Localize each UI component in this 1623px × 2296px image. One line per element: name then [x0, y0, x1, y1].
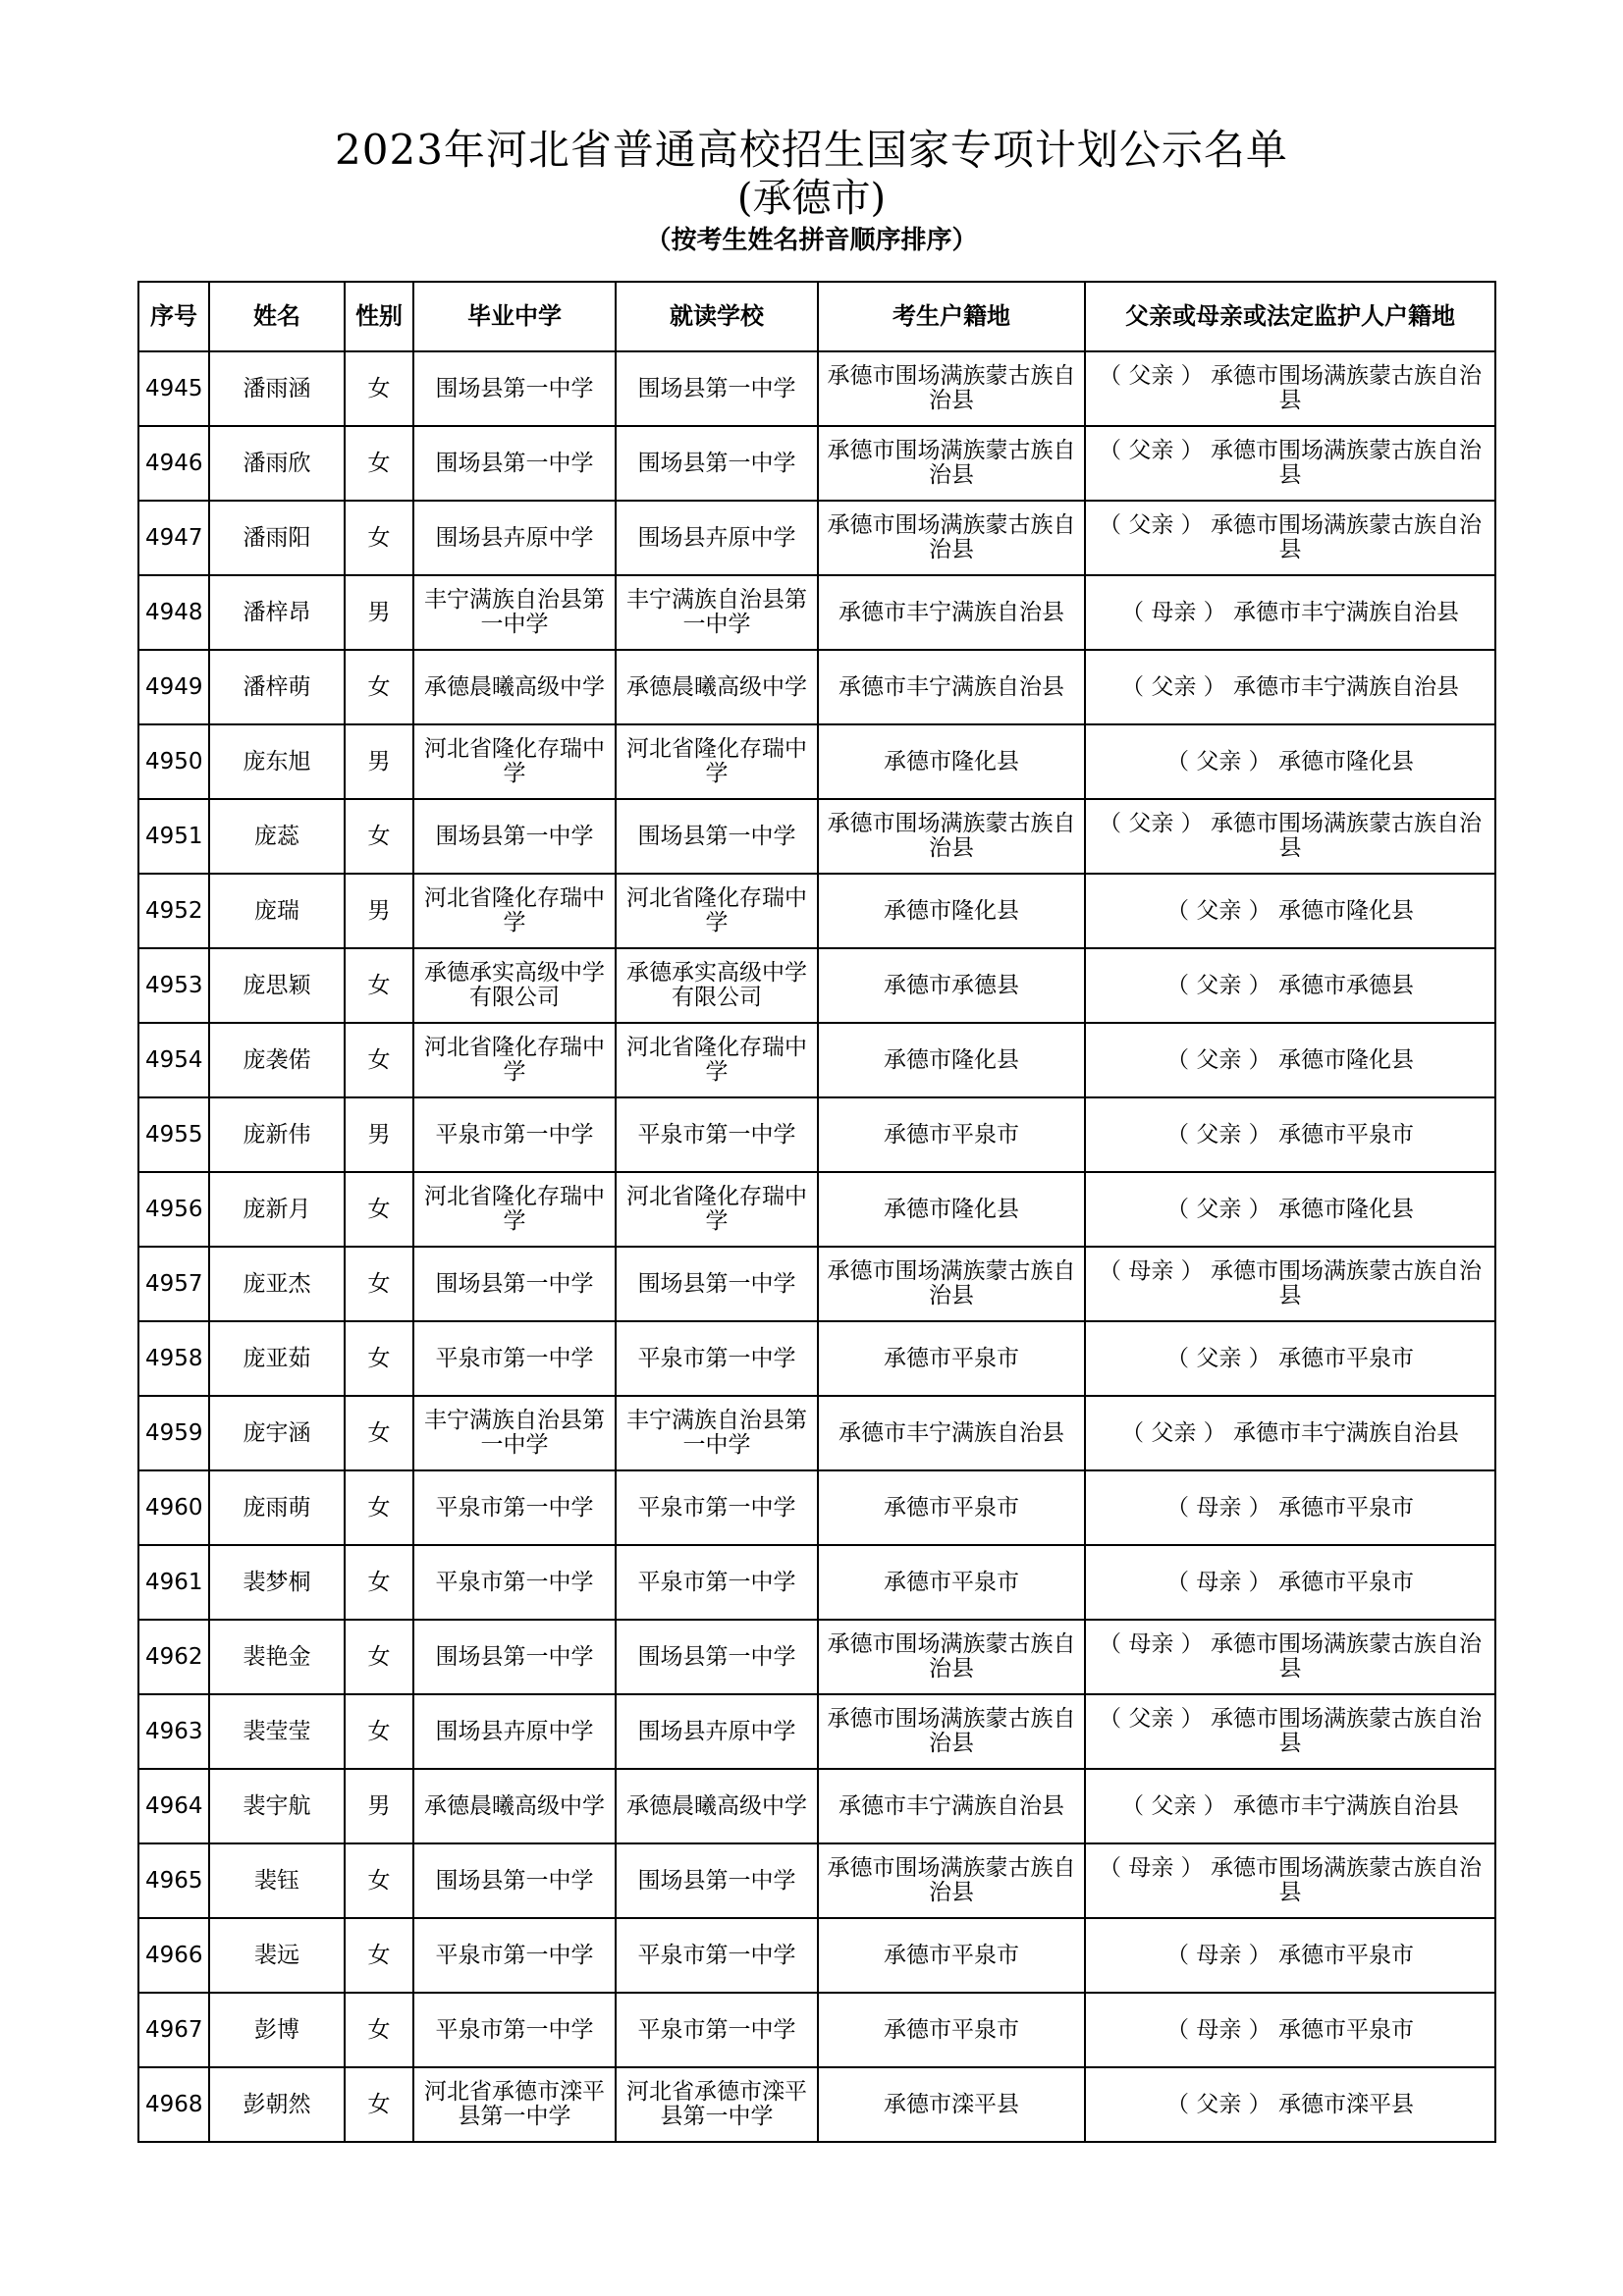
- table-row: [138, 1172, 1495, 1247]
- cell-student-name: 庞亚茹: [209, 1321, 345, 1396]
- table-row: [138, 799, 1495, 874]
- column-header-sex: 性别: [345, 282, 413, 351]
- cell-sex: 女: [345, 1396, 413, 1470]
- table-row: [138, 874, 1495, 948]
- cell-current-school: 丰宁满族自治县第一中学: [616, 1396, 818, 1470]
- cell-student-name: 潘雨欣: [209, 426, 345, 501]
- cell-graduation-school: 围场县卉原中学: [413, 501, 616, 575]
- cell-serial-number: 4953: [138, 948, 209, 1023]
- cell-sex: 女: [345, 799, 413, 874]
- cell-sex: 男: [345, 575, 413, 650]
- table-row: [138, 948, 1495, 1023]
- column-header-current-school: 就读学校: [616, 282, 818, 351]
- cell-parent-hukou: （ 父亲 ） 承德市隆化县: [1085, 874, 1495, 948]
- cell-sex: 女: [345, 351, 413, 426]
- cell-current-school: 平泉市第一中学: [616, 1918, 818, 1993]
- table-row: [138, 1023, 1495, 1097]
- cell-sex: 男: [345, 724, 413, 799]
- cell-student-name: 庞雨萌: [209, 1470, 345, 1545]
- cell-serial-number: 4949: [138, 650, 209, 724]
- cell-current-school: 丰宁满族自治县第一中学: [616, 575, 818, 650]
- cell-graduation-school: 围场县第一中学: [413, 351, 616, 426]
- cell-student-hukou: 承德市承德县: [818, 948, 1085, 1023]
- table-row: [138, 1769, 1495, 1843]
- cell-student-hukou: 承德市隆化县: [818, 724, 1085, 799]
- cell-student-name: 庞蕊: [209, 799, 345, 874]
- cell-parent-hukou: （ 父亲 ） 承德市围场满族蒙古族自治县: [1085, 426, 1495, 501]
- cell-serial-number: 4945: [138, 351, 209, 426]
- cell-sex: 女: [345, 1172, 413, 1247]
- cell-graduation-school: 围场县第一中学: [413, 1843, 616, 1918]
- cell-sex: 女: [345, 1620, 413, 1694]
- cell-serial-number: 4947: [138, 501, 209, 575]
- cell-student-hukou: 承德市围场满族蒙古族自治县: [818, 1843, 1085, 1918]
- cell-serial-number: 4967: [138, 1993, 209, 2067]
- cell-student-hukou: 承德市丰宁满族自治县: [818, 1769, 1085, 1843]
- table-row: [138, 1396, 1495, 1470]
- cell-sex: 女: [345, 2067, 413, 2142]
- cell-student-hukou: 承德市隆化县: [818, 1172, 1085, 1247]
- column-header-name: 姓名: [209, 282, 345, 351]
- cell-parent-hukou: （ 母亲 ） 承德市围场满族蒙古族自治县: [1085, 1620, 1495, 1694]
- document-subtitle: (承德市): [736, 176, 887, 221]
- cell-parent-hukou: （ 母亲 ） 承德市平泉市: [1085, 1918, 1495, 1993]
- roster-table: [137, 281, 1496, 2143]
- cell-sex: 女: [345, 1918, 413, 1993]
- cell-current-school: 围场县第一中学: [616, 799, 818, 874]
- cell-student-name: 裴钰: [209, 1843, 345, 1918]
- cell-student-name: 庞瑞: [209, 874, 345, 948]
- cell-sex: 女: [345, 1470, 413, 1545]
- cell-serial-number: 4959: [138, 1396, 209, 1470]
- cell-graduation-school: 承德承实高级中学有限公司: [413, 948, 616, 1023]
- sort-note: （按考生姓名拼音顺序排序）: [645, 226, 978, 255]
- cell-parent-hukou: （ 父亲 ） 承德市平泉市: [1085, 1321, 1495, 1396]
- table-row: [138, 1247, 1495, 1321]
- table-row: [138, 575, 1495, 650]
- table-row: [138, 1545, 1495, 1620]
- column-header-hukou: 考生户籍地: [818, 282, 1085, 351]
- table-row: [138, 1620, 1495, 1694]
- cell-student-hukou: 承德市围场满族蒙古族自治县: [818, 1620, 1085, 1694]
- cell-sex: 女: [345, 1321, 413, 1396]
- cell-student-hukou: 承德市平泉市: [818, 1097, 1085, 1172]
- cell-student-name: 庞思颖: [209, 948, 345, 1023]
- cell-graduation-school: 河北省隆化存瑞中学: [413, 724, 616, 799]
- cell-student-name: 彭博: [209, 1993, 345, 2067]
- cell-parent-hukou: （ 母亲 ） 承德市平泉市: [1085, 1545, 1495, 1620]
- title-block: [0, 126, 1623, 257]
- cell-graduation-school: 平泉市第一中学: [413, 1993, 616, 2067]
- cell-student-name: 彭朝然: [209, 2067, 345, 2142]
- roster-body: [138, 351, 1495, 2142]
- cell-student-hukou: 承德市隆化县: [818, 874, 1085, 948]
- cell-graduation-school: 围场县第一中学: [413, 426, 616, 501]
- cell-current-school: 河北省隆化存瑞中学: [616, 1172, 818, 1247]
- cell-sex: 女: [345, 1993, 413, 2067]
- cell-graduation-school: 围场县第一中学: [413, 799, 616, 874]
- column-header-grad-school: 毕业中学: [413, 282, 616, 351]
- cell-parent-hukou: （ 父亲 ） 承德市围场满族蒙古族自治县: [1085, 799, 1495, 874]
- cell-student-hukou: 承德市围场满族蒙古族自治县: [818, 501, 1085, 575]
- cell-student-name: 庞新月: [209, 1172, 345, 1247]
- cell-graduation-school: 承德晨曦高级中学: [413, 1769, 616, 1843]
- cell-sex: 女: [345, 1247, 413, 1321]
- cell-serial-number: 4946: [138, 426, 209, 501]
- cell-student-hukou: 承德市围场满族蒙古族自治县: [818, 799, 1085, 874]
- cell-serial-number: 4954: [138, 1023, 209, 1097]
- cell-current-school: 围场县卉原中学: [616, 1694, 818, 1769]
- cell-parent-hukou: （ 母亲 ） 承德市围场满族蒙古族自治县: [1085, 1247, 1495, 1321]
- cell-serial-number: 4950: [138, 724, 209, 799]
- cell-parent-hukou: （ 父亲 ） 承德市围场满族蒙古族自治县: [1085, 501, 1495, 575]
- cell-parent-hukou: （ 父亲 ） 承德市隆化县: [1085, 1023, 1495, 1097]
- cell-sex: 女: [345, 1843, 413, 1918]
- cell-serial-number: 4962: [138, 1620, 209, 1694]
- cell-student-name: 庞新伟: [209, 1097, 345, 1172]
- table-row: [138, 501, 1495, 575]
- cell-student-name: 庞宇涵: [209, 1396, 345, 1470]
- cell-graduation-school: 围场县第一中学: [413, 1247, 616, 1321]
- table-row: [138, 426, 1495, 501]
- cell-graduation-school: 承德晨曦高级中学: [413, 650, 616, 724]
- cell-serial-number: 4958: [138, 1321, 209, 1396]
- cell-current-school: 围场县卉原中学: [616, 501, 818, 575]
- cell-serial-number: 4964: [138, 1769, 209, 1843]
- cell-serial-number: 4963: [138, 1694, 209, 1769]
- cell-parent-hukou: （ 父亲 ） 承德市隆化县: [1085, 724, 1495, 799]
- document-title: 2023年河北省普通高校招生国家专项计划公示名单: [335, 126, 1288, 174]
- cell-student-name: 庞亚杰: [209, 1247, 345, 1321]
- cell-serial-number: 4951: [138, 799, 209, 874]
- cell-current-school: 平泉市第一中学: [616, 1097, 818, 1172]
- cell-student-name: 庞袭偌: [209, 1023, 345, 1097]
- cell-sex: 男: [345, 1769, 413, 1843]
- cell-parent-hukou: （ 父亲 ） 承德市围场满族蒙古族自治县: [1085, 351, 1495, 426]
- table-row: [138, 1097, 1495, 1172]
- cell-sex: 女: [345, 948, 413, 1023]
- table-row: [138, 724, 1495, 799]
- cell-serial-number: 4965: [138, 1843, 209, 1918]
- cell-student-hukou: 承德市围场满族蒙古族自治县: [818, 1247, 1085, 1321]
- column-header-no: 序号: [138, 282, 209, 351]
- cell-parent-hukou: （ 母亲 ） 承德市平泉市: [1085, 1470, 1495, 1545]
- cell-student-hukou: 承德市平泉市: [818, 1918, 1085, 1993]
- cell-serial-number: 4960: [138, 1470, 209, 1545]
- cell-current-school: 围场县第一中学: [616, 1247, 818, 1321]
- cell-student-hukou: 承德市平泉市: [818, 1993, 1085, 2067]
- cell-student-hukou: 承德市平泉市: [818, 1545, 1085, 1620]
- cell-current-school: 平泉市第一中学: [616, 1470, 818, 1545]
- cell-student-name: 庞东旭: [209, 724, 345, 799]
- cell-student-hukou: 承德市隆化县: [818, 1023, 1085, 1097]
- cell-graduation-school: 河北省隆化存瑞中学: [413, 874, 616, 948]
- cell-graduation-school: 河北省承德市滦平县第一中学: [413, 2067, 616, 2142]
- cell-student-name: 潘雨阳: [209, 501, 345, 575]
- cell-parent-hukou: （ 母亲 ） 承德市平泉市: [1085, 1993, 1495, 2067]
- cell-student-hukou: 承德市丰宁满族自治县: [818, 575, 1085, 650]
- cell-current-school: 承德晨曦高级中学: [616, 650, 818, 724]
- table-row: [138, 1993, 1495, 2067]
- cell-graduation-school: 平泉市第一中学: [413, 1470, 616, 1545]
- cell-sex: 女: [345, 1545, 413, 1620]
- cell-graduation-school: 围场县卉原中学: [413, 1694, 616, 1769]
- cell-current-school: 平泉市第一中学: [616, 1993, 818, 2067]
- cell-parent-hukou: （ 父亲 ） 承德市平泉市: [1085, 1097, 1495, 1172]
- table-row: [138, 650, 1495, 724]
- cell-graduation-school: 平泉市第一中学: [413, 1321, 616, 1396]
- cell-serial-number: 4948: [138, 575, 209, 650]
- cell-graduation-school: 丰宁满族自治县第一中学: [413, 575, 616, 650]
- header-row: [138, 282, 1495, 351]
- cell-student-name: 裴远: [209, 1918, 345, 1993]
- cell-student-name: 裴莹莹: [209, 1694, 345, 1769]
- cell-student-hukou: 承德市丰宁满族自治县: [818, 650, 1085, 724]
- cell-graduation-school: 丰宁满族自治县第一中学: [413, 1396, 616, 1470]
- cell-sex: 女: [345, 1023, 413, 1097]
- cell-parent-hukou: （ 父亲 ） 承德市滦平县: [1085, 2067, 1495, 2142]
- cell-current-school: 承德承实高级中学有限公司: [616, 948, 818, 1023]
- cell-sex: 女: [345, 1694, 413, 1769]
- cell-student-hukou: 承德市围场满族蒙古族自治县: [818, 351, 1085, 426]
- cell-student-hukou: 承德市平泉市: [818, 1470, 1085, 1545]
- cell-parent-hukou: （ 父亲 ） 承德市隆化县: [1085, 1172, 1495, 1247]
- column-header-parent-hukou: 父亲或母亲或法定监护人户籍地: [1085, 282, 1495, 351]
- cell-current-school: 围场县第一中学: [616, 1620, 818, 1694]
- table-row: [138, 1694, 1495, 1769]
- cell-graduation-school: 围场县第一中学: [413, 1620, 616, 1694]
- cell-current-school: 河北省隆化存瑞中学: [616, 874, 818, 948]
- cell-parent-hukou: （ 父亲 ） 承德市承德县: [1085, 948, 1495, 1023]
- cell-parent-hukou: （ 父亲 ） 承德市丰宁满族自治县: [1085, 650, 1495, 724]
- cell-serial-number: 4955: [138, 1097, 209, 1172]
- cell-student-name: 裴宇航: [209, 1769, 345, 1843]
- cell-graduation-school: 平泉市第一中学: [413, 1918, 616, 1993]
- cell-current-school: 平泉市第一中学: [616, 1321, 818, 1396]
- cell-sex: 男: [345, 1097, 413, 1172]
- cell-parent-hukou: （ 父亲 ） 承德市丰宁满族自治县: [1085, 1769, 1495, 1843]
- cell-serial-number: 4968: [138, 2067, 209, 2142]
- cell-current-school: 围场县第一中学: [616, 351, 818, 426]
- table-row: [138, 1470, 1495, 1545]
- cell-sex: 女: [345, 426, 413, 501]
- cell-current-school: 河北省承德市滦平县第一中学: [616, 2067, 818, 2142]
- cell-student-name: 潘梓萌: [209, 650, 345, 724]
- cell-serial-number: 4966: [138, 1918, 209, 1993]
- cell-parent-hukou: （ 母亲 ） 承德市丰宁满族自治县: [1085, 575, 1495, 650]
- cell-parent-hukou: （ 父亲 ） 承德市围场满族蒙古族自治县: [1085, 1694, 1495, 1769]
- cell-serial-number: 4961: [138, 1545, 209, 1620]
- cell-serial-number: 4956: [138, 1172, 209, 1247]
- cell-graduation-school: 平泉市第一中学: [413, 1545, 616, 1620]
- cell-current-school: 平泉市第一中学: [616, 1545, 818, 1620]
- cell-sex: 女: [345, 650, 413, 724]
- cell-current-school: 围场县第一中学: [616, 1843, 818, 1918]
- cell-current-school: 河北省隆化存瑞中学: [616, 1023, 818, 1097]
- table-row: [138, 2067, 1495, 2142]
- table-row: [138, 1843, 1495, 1918]
- cell-current-school: 围场县第一中学: [616, 426, 818, 501]
- cell-sex: 女: [345, 501, 413, 575]
- cell-student-name: 裴梦桐: [209, 1545, 345, 1620]
- cell-student-hukou: 承德市平泉市: [818, 1321, 1085, 1396]
- cell-student-name: 潘梓昂: [209, 575, 345, 650]
- cell-parent-hukou: （ 父亲 ） 承德市丰宁满族自治县: [1085, 1396, 1495, 1470]
- cell-graduation-school: 平泉市第一中学: [413, 1097, 616, 1172]
- cell-student-hukou: 承德市围场满族蒙古族自治县: [818, 1694, 1085, 1769]
- cell-student-hukou: 承德市滦平县: [818, 2067, 1085, 2142]
- cell-sex: 男: [345, 874, 413, 948]
- cell-student-name: 潘雨涵: [209, 351, 345, 426]
- cell-graduation-school: 河北省隆化存瑞中学: [413, 1172, 616, 1247]
- cell-parent-hukou: （ 母亲 ） 承德市围场满族蒙古族自治县: [1085, 1843, 1495, 1918]
- cell-student-hukou: 承德市丰宁满族自治县: [818, 1396, 1085, 1470]
- table-row: [138, 1918, 1495, 1993]
- cell-serial-number: 4957: [138, 1247, 209, 1321]
- table-row: [138, 351, 1495, 426]
- cell-current-school: 承德晨曦高级中学: [616, 1769, 818, 1843]
- cell-current-school: 河北省隆化存瑞中学: [616, 724, 818, 799]
- table-row: [138, 1321, 1495, 1396]
- cell-graduation-school: 河北省隆化存瑞中学: [413, 1023, 616, 1097]
- cell-student-hukou: 承德市围场满族蒙古族自治县: [818, 426, 1085, 501]
- cell-serial-number: 4952: [138, 874, 209, 948]
- cell-student-name: 裴艳金: [209, 1620, 345, 1694]
